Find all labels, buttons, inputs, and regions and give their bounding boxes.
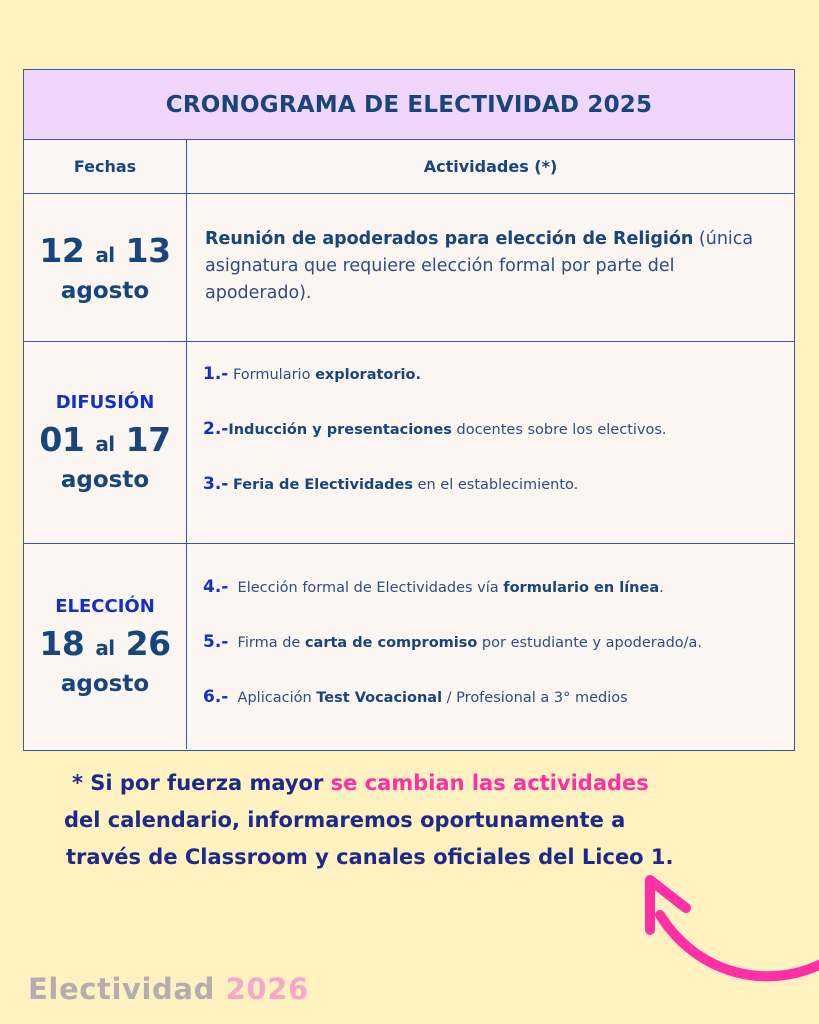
schedule-table xyxy=(23,69,795,751)
item-pre: Aplicación xyxy=(228,690,317,706)
activity-cell xyxy=(187,342,794,543)
activity-bold: Reunión de apoderados para elección de Religión xyxy=(205,229,694,249)
item-number: 2.- xyxy=(203,419,229,439)
item-bold: Test Vocacional xyxy=(316,690,443,706)
activity-cell xyxy=(187,544,794,749)
footer-word: Electividad xyxy=(28,972,215,1006)
header-activities: Actividades (*) xyxy=(423,157,558,176)
item-bold: carta de compromiso xyxy=(304,635,478,651)
item-pre: Formulario xyxy=(228,367,316,383)
table-row xyxy=(24,544,794,749)
phase-label: DIFUSIÓN xyxy=(55,391,155,413)
date-range xyxy=(39,231,170,275)
list-item xyxy=(203,419,793,439)
date-month: agosto xyxy=(60,466,150,493)
activity-text xyxy=(205,226,785,307)
item-pre: Firma de xyxy=(228,635,305,651)
item-number: 1.- xyxy=(203,364,229,384)
list-item xyxy=(203,364,793,384)
activity-rest: (única asignatura que requiere elección formal por parte del apoderado). xyxy=(205,229,754,303)
disclaimer-note xyxy=(64,765,784,876)
header-dates: Fechas xyxy=(73,157,137,176)
item-bold: Inducción y presentaciones xyxy=(228,422,452,438)
date-connector: al xyxy=(95,635,115,660)
date-connector: al xyxy=(95,431,115,456)
item-post: en el establecimiento. xyxy=(412,477,579,493)
list-item xyxy=(203,687,793,707)
table-row xyxy=(24,194,794,342)
note-highlight: se cambian las actividades xyxy=(330,771,649,795)
date-end: 26 xyxy=(125,623,171,663)
date-range xyxy=(39,420,170,464)
date-start: 12 xyxy=(39,230,85,270)
item-post: docentes sobre los electivos. xyxy=(451,422,667,438)
footer-year: 2026 xyxy=(225,972,309,1006)
date-end: 13 xyxy=(125,230,171,270)
item-number: 5.- xyxy=(203,632,229,652)
item-number: 3.- xyxy=(203,474,229,494)
item-post: / Profesional a 3° medios xyxy=(442,690,628,706)
date-month: agosto xyxy=(60,277,150,304)
table-title: CRONOGRAMA DE ELECTIVIDAD 2025 xyxy=(24,70,794,140)
curved-arrow-icon xyxy=(620,870,819,1024)
date-start: 01 xyxy=(39,419,85,459)
note-line-3: través de Classroom y canales oficiales del Liceo 1. xyxy=(66,845,674,869)
note-prefix: * Si por fuerza mayor xyxy=(72,771,331,795)
date-month: agosto xyxy=(60,670,150,697)
date-cell xyxy=(24,194,187,341)
list-item xyxy=(203,577,793,597)
note-line-2: del calendario, informaremos oportunamente a xyxy=(64,808,626,832)
item-bold: exploratorio. xyxy=(315,367,421,383)
item-bold: formulario en línea xyxy=(503,580,660,596)
date-range xyxy=(39,624,170,668)
date-end: 17 xyxy=(125,419,171,459)
list-item xyxy=(203,474,793,494)
item-pre: Elección formal de Electividades vía xyxy=(228,580,504,596)
item-number: 4.- xyxy=(203,577,229,597)
item-bold: Feria de Electividades xyxy=(232,477,413,493)
item-number: 6.- xyxy=(203,687,229,707)
phase-label: ELECCIÓN xyxy=(55,595,155,617)
note-line-1 xyxy=(64,765,784,802)
activity-cell xyxy=(187,194,794,341)
list-item xyxy=(203,632,793,652)
header-dates-cell xyxy=(24,140,187,193)
item-post: . xyxy=(659,580,664,596)
date-cell xyxy=(24,342,187,543)
item-post: por estudiante y apoderado/a. xyxy=(477,635,703,651)
date-start: 18 xyxy=(39,623,85,663)
table-header-row xyxy=(24,140,794,194)
table-row xyxy=(24,342,794,544)
footer-brand xyxy=(28,972,309,1006)
header-activities-cell xyxy=(187,140,794,193)
date-cell xyxy=(24,544,187,749)
date-connector: al xyxy=(95,242,115,267)
